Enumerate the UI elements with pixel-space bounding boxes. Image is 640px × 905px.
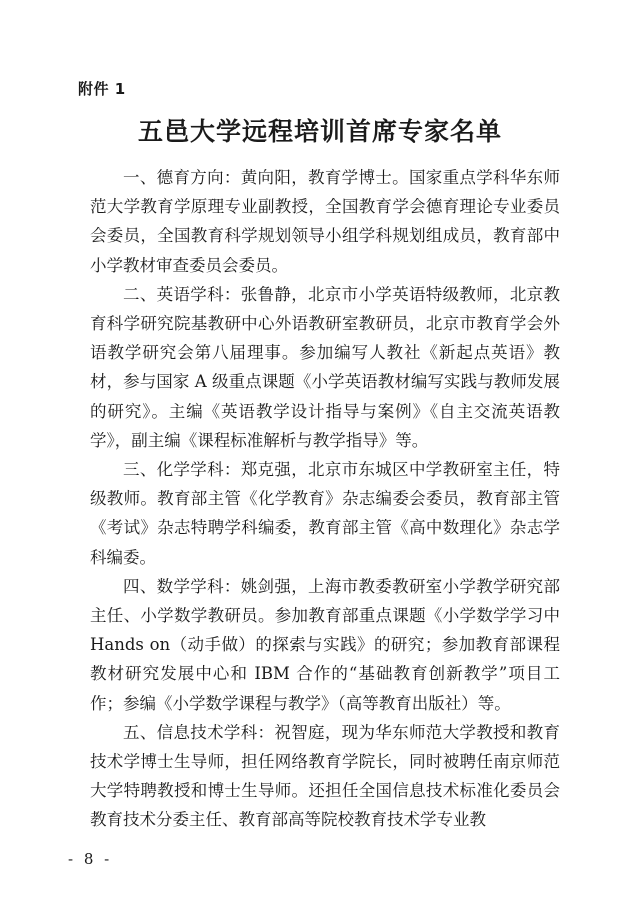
page-number: - 8 -	[68, 850, 113, 868]
attachment-label: 附件 1	[78, 80, 126, 98]
paragraph-chemistry: 三、化学学科：郑克强，北京市东城区中学教研室主任，特级教师。教育部主管《化学教育》杂志编委会委员，教育部主管《考试》杂志特聘学科编委，教育部主管《高中数理化》杂志学科编委。	[90, 460, 560, 567]
paragraph-english: 二、英语学科：张鲁静，北京市小学英语特级教师，北京教育科学研究院基教研中心外语教研室教研员，北京市教育学会外语教学研究会第八届理事。参加编写人教社《新起点英语》教材，参与国家 A 级重点课题《小学英语教材编写实践与教师发展的研究》。主编《英语教学设计指导与案例》《自主交流英语教学》，副主编《课程标准解析与教学指导》等。	[90, 284, 560, 450]
paragraph-moral-education: 一、德育方向：黄向阳，教育学博士。国家重点学科华东师范大学教育学原理专业副教授，全国教育学会德育理论专业委员会委员，全国教育科学规划领导小组学科规划组成员，教育部中小学教材审查委员会委员。	[90, 168, 560, 275]
document-body	[90, 163, 560, 835]
paragraph-information-technology: 五、信息技术学科：祝智庭，现为华东师范大学教授和教育技术学博士生导师，担任网络教育学院长，同时被聘任南京师范大学特聘教授和博士生导师。还担任全国信息技术标准化委员会教育技术分委主任、教育部高等院校教育技术学专业教	[90, 722, 560, 830]
document-title: 五邑大学远程培训首席专家名单	[137, 117, 502, 146]
paragraph-mathematics: 四、数学学科：姚剑强，上海市教委教研室小学教学研究部主任、小学数学教研员。参加教育部重点课题《小学数学学习中 Hands on（动手做）的探索与实践》的研究；参加教育部课程教材研究发展中心和 IBM 合作的“基础教育创新教学”项目工作；参编《小学数学课程与教学》（高等教育出版社）等。	[90, 576, 560, 713]
